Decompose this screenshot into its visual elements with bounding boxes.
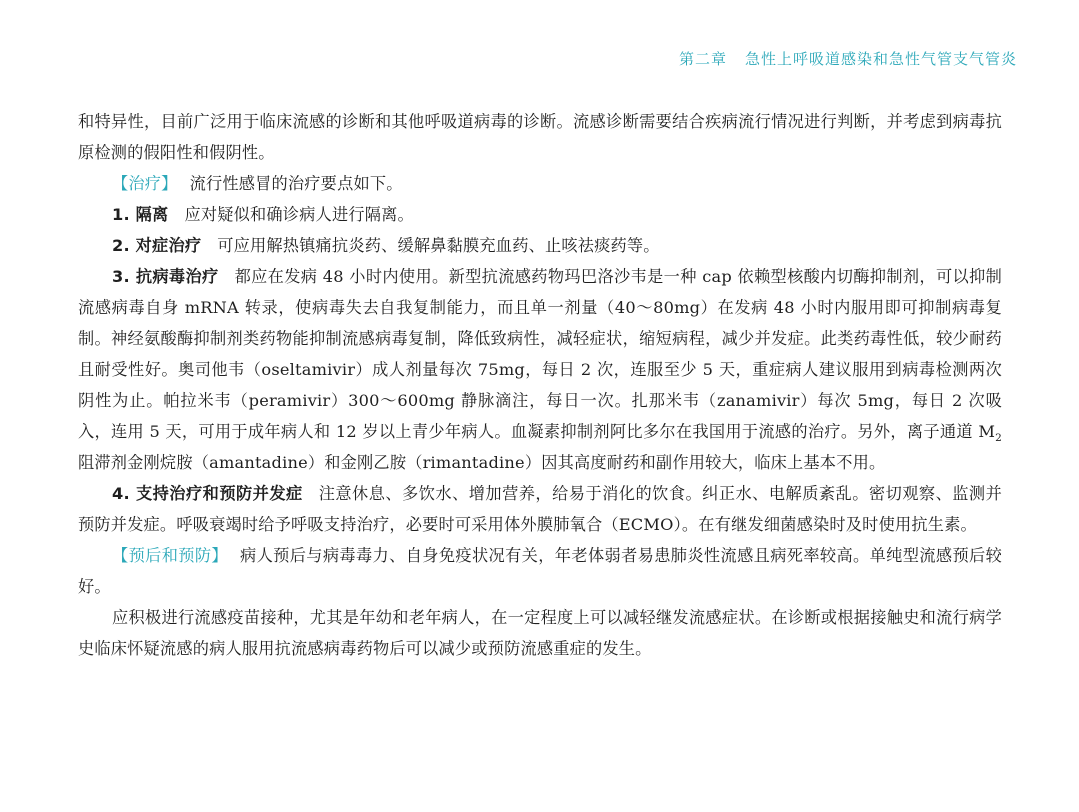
item-text: 应对疑似和确诊病人进行隔离。 bbox=[184, 205, 414, 224]
prognosis-section bbox=[78, 540, 1002, 602]
body-text bbox=[78, 106, 1002, 664]
treatment-item-supportive bbox=[78, 478, 1002, 540]
item-heading: 1. 隔离 bbox=[112, 205, 169, 224]
m2-subscript: 2 bbox=[995, 432, 1002, 445]
chapter-title: 急性上呼吸道感染和急性气管支气管炎 bbox=[744, 50, 1017, 68]
treatment-item-antiviral bbox=[78, 261, 1002, 478]
intro-paragraph: 和特异性，目前广泛用于临床流感的诊断和其他呼吸道病毒的诊断。流感诊断需要结合疾病流行情况进行判断，并考虑到病毒抗原检测的假阳性和假阴性。 bbox=[78, 112, 1002, 162]
vaccination-paragraph: 应积极进行流感疫苗接种，尤其是年幼和老年病人，在一定程度上可以减轻继发流感症状。在诊断或根据接触史和流行病学史临床怀疑流感的病人服用抗流感病毒药物后可以减少或预防流感重症的发生。 bbox=[78, 608, 1002, 658]
item-text: 可应用解热镇痛抗炎药、缓解鼻黏膜充血药、止咳祛痰药等。 bbox=[217, 236, 660, 255]
prognosis-text: 病人预后与病毒毒力、自身免疫状况有关，年老体弱者易患肺炎性流感且病死率较高。单纯型流感预后较好。 bbox=[78, 546, 1002, 596]
item-text: 注意休息、多饮水、增加营养，给易于消化的饮食。纠正水、电解质紊乱。密切观察、监测并预防并发症。呼吸衰竭时给予呼吸支持治疗，必要时可采用体外膜肺氧合（ECMO）。在有继发细菌感染时及时使用抗生素。 bbox=[78, 484, 1002, 534]
treatment-item-symptomatic bbox=[78, 230, 1002, 261]
item-text: 都应在发病 48 小时内使用。新型抗流感药物玛巴洛沙韦是一种 cap 依赖型核酸内切酶抑制剂，可以抑制流感病毒自身 mRNA 转录，使病毒失去自我复制能力，而且单一剂量（40～80mg）在发病 48 小时内服用即可抑制病毒复制。神经氨酸酶抑制剂类药物能抑制流感病毒复制，降低致病性，减轻症状，缩短病程，减少并发症。此类药毒性低，较少耐药且耐受性好。奥司他韦（oseltamivir）成人剂量每次 75mg，每日 2 次，连服至少 5 天，重症病人建议服用到病毒检测两次阴性为止。帕拉米韦（peramivir）300～600mg 静脉滴注，每日一次。扎那米韦（zanamivir）每次 5mg，每日 2 次吸入，连用 5 天，可用于成年病人和 12 岁以上青少年病人。血凝素抑制剂阿比多尔在我国用于流感的治疗。另外，离子通道 M bbox=[78, 267, 1002, 441]
prognosis-label: 【预后和预防】 bbox=[112, 546, 228, 565]
treatment-label: 【治疗】 bbox=[112, 174, 178, 193]
treatment-item-isolation bbox=[78, 199, 1002, 230]
item-heading: 4. 支持治疗和预防并发症 bbox=[112, 484, 303, 503]
item-heading: 3. 抗病毒治疗 bbox=[112, 267, 219, 286]
chapter-number: 第二章 bbox=[678, 50, 727, 68]
treatment-intro: 流行性感冒的治疗要点如下。 bbox=[189, 174, 403, 193]
running-header bbox=[679, 48, 1017, 69]
item-text-cont: 阻滞剂金刚烷胺（amantadine）和金刚乙胺（rimantadine）因其高度耐药和副作用较大，临床上基本不用。 bbox=[78, 453, 886, 472]
treatment-section bbox=[78, 168, 1002, 199]
item-heading: 2. 对症治疗 bbox=[112, 236, 202, 255]
